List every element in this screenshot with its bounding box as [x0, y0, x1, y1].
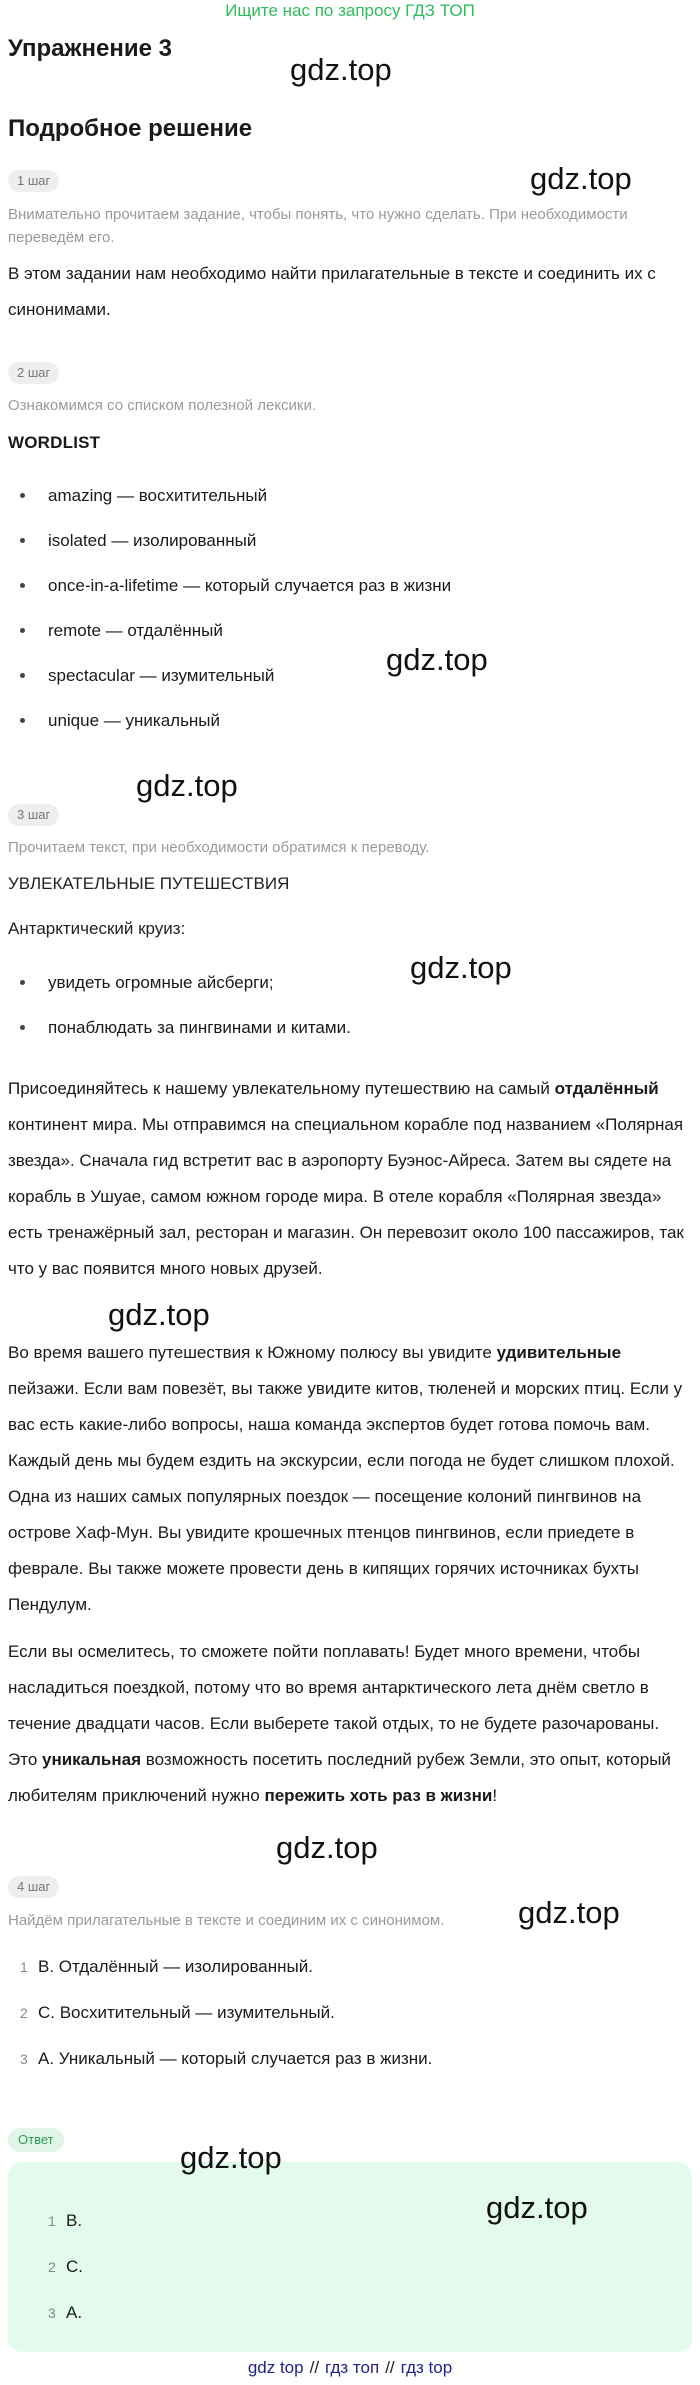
highlight-word: пережить хоть раз в жизни	[264, 1786, 493, 1805]
cruise-list	[14, 960, 694, 1050]
watermark: gdz.top	[518, 1895, 620, 1930]
footer-link[interactable]: гдз топ	[325, 2358, 380, 2377]
answer-badge: Ответ	[8, 2128, 64, 2152]
list-item: 3 A. Уникальный — который случается раз в жизни.	[20, 2049, 433, 2068]
bullet-icon	[20, 1025, 25, 1030]
step-1-text: В этом задании нам необходимо найти прилагательные в тексте и соединить их с синонимами.	[8, 264, 656, 319]
list-item: увидеть огромные айсберги;	[14, 960, 694, 1005]
bullet-icon	[20, 718, 25, 723]
watermark: gdz.top	[108, 1297, 210, 1332]
paragraph-1: Присоединяйтесь к нашему увлекательному путешествию на самый отдалённый континент мира. Мы отправимся на специальном корабле под названием «Полярная звезда». Сначала гид встретит вас в аэропорту Буэнос-Айреса. Затем вы сядете на корабль в Ушуае, самом южном городе мира. В отеле корабля «Полярная звезда» есть тренажёрный зал, ресторан и магазин. Он перевозит около 100 пассажиров, так что у вас появится много новых друзей.	[8, 1079, 684, 1278]
footer-separator: //	[309, 2358, 320, 2377]
list-item: 1 B. Отдалённый — изолированный.	[20, 1957, 313, 1976]
list-item: remote — отдалённый	[14, 608, 694, 653]
watermark: gdz.top	[276, 1830, 378, 1865]
footer-link[interactable]: гдз top	[400, 2358, 453, 2377]
watermark: gdz.top	[530, 161, 632, 196]
paragraph-2: Во время вашего путешествия к Южному полюсу вы увидите удивительные пейзажи. Если вам повезёт, вы также увидите китов, тюленей и морских птиц. Если у вас есть какие-либо вопросы, наша команда экспертов будет готова помочь вам. Каждый день мы будем ездить на экскурсии, если погода не будет слишком плохой. Одна из наших самых популярных поездок — посещение колоний пингвинов на острове Хаф-Мун. Вы увидите крошечных птенцов пингвинов, если приедете в феврале. Вы также можете провести день в кипящих горячих источниках бухты Пендулум.	[8, 1343, 683, 1614]
step-3-hint: Прочитаем текст, при необходимости обратимся к переводу.	[8, 839, 430, 856]
answer-list	[48, 2198, 700, 2336]
step-2-badge: 2 шаг	[8, 362, 59, 384]
step-1-hint: Внимательно прочитаем задание, чтобы понять, что нужно сделать. При необходимости переведём его.	[8, 206, 628, 246]
search-banner: Ищите нас по запросу ГДЗ ТОП	[225, 1, 475, 20]
step-1-badge: 1 шаг	[8, 170, 59, 192]
text-title: УВЛЕКАТЕЛЬНЫЕ ПУТЕШЕСТВИЯ	[8, 874, 290, 893]
highlight-word: отдалённый	[554, 1079, 659, 1098]
list-item: unique — уникальный	[14, 698, 694, 743]
step-4-hint: Найдём прилагательные в тексте и соединим их с синонимом.	[8, 1912, 445, 1929]
watermark: gdz.top	[410, 950, 512, 985]
list-item: 2 C.	[48, 2257, 83, 2276]
footer-separator: //	[385, 2358, 395, 2377]
bullet-icon	[20, 628, 25, 633]
list-item: 1 B.	[48, 2211, 83, 2230]
footer-link[interactable]: gdz top	[247, 2358, 304, 2377]
bullet-icon	[20, 538, 25, 543]
bullet-icon	[20, 673, 25, 678]
step-3-badge: 3 шаг	[8, 804, 59, 826]
step-2-hint: Ознакомимся со списком полезной лексики.	[8, 397, 317, 414]
bullet-icon	[20, 980, 25, 985]
bullet-icon	[20, 583, 25, 588]
step-4-badge: 4 шаг	[8, 1876, 59, 1898]
list-item: 2 C. Восхитительный — изумительный.	[20, 2003, 335, 2022]
list-item: 3 A.	[48, 2303, 83, 2322]
solution-title: Подробное решение	[8, 115, 253, 142]
list-item: spectacular — изумительный	[14, 653, 694, 698]
cruise-label: Антарктический круиз:	[8, 919, 186, 938]
wordlist	[14, 473, 694, 743]
list-item: isolated — изолированный	[14, 518, 694, 563]
highlight-word: удивительные	[496, 1343, 622, 1362]
list-item: понаблюдать за пингвинами и китами.	[14, 1005, 694, 1050]
watermark: gdz.top	[386, 642, 488, 677]
watermark: gdz.top	[180, 2140, 282, 2175]
match-list	[20, 1944, 680, 2082]
paragraph-3: Если вы осмелитесь, то сможете пойти поплавать! Будет много времени, чтобы насладиться поездкой, потому что во время антарктического лета днём светло в течение двадцати часов. Если выберете такой отдых, то не будете разочарованы. Это уникальная возможность посетить последний рубеж Земли, это опыт, который любителям приключений нужно пережить хоть раз в жизни!	[8, 1642, 671, 1805]
footer-links	[0, 2356, 700, 2380]
watermark: gdz.top	[486, 2190, 588, 2225]
list-item: amazing — восхитительный	[14, 473, 694, 518]
wordlist-title: WORDLIST	[8, 433, 101, 452]
bullet-icon	[20, 493, 25, 498]
exercise-title: Упражнение 3	[8, 35, 172, 62]
list-item: once-in-a-lifetime — который случается раз в жизни	[14, 563, 694, 608]
watermark: gdz.top	[290, 52, 392, 87]
watermark: gdz.top	[136, 768, 238, 803]
highlight-word: уникальная	[42, 1750, 142, 1769]
